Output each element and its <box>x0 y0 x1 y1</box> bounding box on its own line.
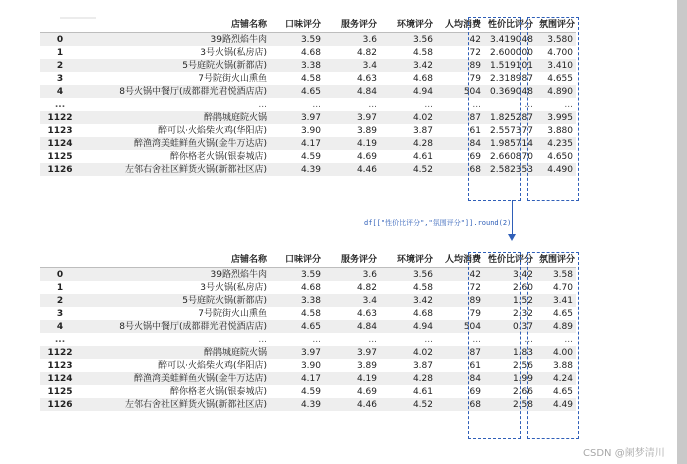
index-cell: 1123 <box>40 124 80 137</box>
avg-cell: 61 <box>436 124 484 137</box>
index-cell: 4 <box>40 320 80 333</box>
name-cell: 醉可以·火焰柴火鸡(华阳店) <box>80 359 270 372</box>
index-cell: 3 <box>40 72 80 85</box>
table-row <box>40 59 576 72</box>
mood-cell: 4.655 <box>536 72 576 85</box>
value-cell: 2.318987 <box>484 72 536 85</box>
name-cell: 醉你格老火锅(银泰城店) <box>80 385 270 398</box>
env-cell: 4.61 <box>380 150 436 163</box>
table-row <box>40 398 576 411</box>
index-cell: 1124 <box>40 137 80 150</box>
service-cell: 3.97 <box>324 346 380 359</box>
value-cell: 2.582353 <box>484 163 536 176</box>
taste-cell: 4.59 <box>270 150 324 163</box>
name-cell: 醉可以·火焰柴火鸡(华阳店) <box>80 124 270 137</box>
ellipsis-row <box>40 98 576 111</box>
taste-cell: 4.65 <box>270 320 324 333</box>
index-cell: 1 <box>40 46 80 59</box>
arrow-down-icon <box>508 234 516 241</box>
name-cell: 左邻右舍社区鲜货火锅(新都社区店) <box>80 398 270 411</box>
value-cell: 2.56 <box>484 359 536 372</box>
table-row <box>40 346 576 359</box>
value-cell: 1.83 <box>484 346 536 359</box>
taste-cell: ... <box>270 98 324 111</box>
table-row <box>40 294 576 307</box>
index-cell: 4 <box>40 85 80 98</box>
value-cell: 3.42 <box>484 268 536 282</box>
env-cell: 4.28 <box>380 137 436 150</box>
service-cell: 4.84 <box>324 320 380 333</box>
index-cell: 0 <box>40 33 80 47</box>
name-cell: 5号庭院火锅(新都店) <box>80 59 270 72</box>
index-cell: 1126 <box>40 163 80 176</box>
service-cell: 4.46 <box>324 398 380 411</box>
mood-cell: 4.89 <box>536 320 576 333</box>
service-cell: 3.89 <box>324 124 380 137</box>
col-header-service: 服务评分 <box>324 252 380 268</box>
value-cell: ... <box>484 333 536 346</box>
name-cell: 3号火锅(私房店) <box>80 281 270 294</box>
env-cell: 4.94 <box>380 85 436 98</box>
avg-cell: 87 <box>436 346 484 359</box>
taste-cell: 4.39 <box>270 398 324 411</box>
value-cell: 1.52 <box>484 294 536 307</box>
table-row <box>40 163 576 176</box>
mood-cell: 4.24 <box>536 372 576 385</box>
mood-cell: 4.650 <box>536 150 576 163</box>
index-cell: 1123 <box>40 359 80 372</box>
value-cell: 2.32 <box>484 307 536 320</box>
table-row <box>40 359 576 372</box>
mood-cell: 4.70 <box>536 281 576 294</box>
taste-cell: 3.38 <box>270 59 324 72</box>
table-row <box>40 307 576 320</box>
index-cell: 1125 <box>40 385 80 398</box>
mood-cell: 4.235 <box>536 137 576 150</box>
avg-cell: 72 <box>436 281 484 294</box>
index-cell: ... <box>40 98 80 111</box>
mood-cell: 3.580 <box>536 33 576 47</box>
code-snippet: df[["性价比评分","氛围评分"]].round(2) <box>364 219 512 227</box>
service-cell: 4.63 <box>324 307 380 320</box>
name-cell: 39路烈焰牛肉 <box>80 268 270 282</box>
value-cell: 2.660870 <box>484 150 536 163</box>
col-header-mood: 氛围评分 <box>536 17 576 33</box>
service-cell: 4.69 <box>324 150 380 163</box>
avg-cell: 79 <box>436 307 484 320</box>
table-row <box>40 372 576 385</box>
index-cell: 1122 <box>40 111 80 124</box>
avg-cell: 68 <box>436 398 484 411</box>
name-cell: 左邻右舍社区鲜货火锅(新都社区店) <box>80 163 270 176</box>
name-cell: 醉渔湾美蛙鲜鱼火锅(金牛万达店) <box>80 372 270 385</box>
col-header-avg: 人均消费 <box>436 17 484 33</box>
env-cell: ... <box>380 333 436 346</box>
taste-cell: 4.58 <box>270 72 324 85</box>
mood-cell: 4.49 <box>536 398 576 411</box>
env-cell: 4.58 <box>380 46 436 59</box>
name-cell: 3号火锅(私房店) <box>80 46 270 59</box>
env-cell: 4.02 <box>380 111 436 124</box>
arrow-line <box>512 200 513 236</box>
col-header-env: 环境评分 <box>380 252 436 268</box>
taste-cell: 4.68 <box>270 46 324 59</box>
value-cell: 1.825287 <box>484 111 536 124</box>
mood-cell: 3.995 <box>536 111 576 124</box>
col-header-name: 店铺名称 <box>80 17 270 33</box>
service-cell: 4.19 <box>324 372 380 385</box>
value-cell: 3.419048 <box>484 33 536 47</box>
avg-cell: 504 <box>436 320 484 333</box>
service-cell: ... <box>324 333 380 346</box>
env-cell: 4.58 <box>380 281 436 294</box>
value-cell: 1.985714 <box>484 137 536 150</box>
service-cell: 4.63 <box>324 72 380 85</box>
mood-cell: 4.65 <box>536 307 576 320</box>
name-cell: 8号火锅中餐厅(成都群光君悦酒店店) <box>80 320 270 333</box>
mood-cell: 4.700 <box>536 46 576 59</box>
env-cell: 4.28 <box>380 372 436 385</box>
name-cell: ... <box>80 333 270 346</box>
avg-cell: 504 <box>436 85 484 98</box>
table-row <box>40 111 576 124</box>
service-cell: 4.82 <box>324 281 380 294</box>
avg-cell: 72 <box>436 46 484 59</box>
env-cell: 3.56 <box>380 268 436 282</box>
value-cell: 1.519101 <box>484 59 536 72</box>
mood-cell: 3.410 <box>536 59 576 72</box>
value-cell: 0.369048 <box>484 85 536 98</box>
service-cell: 4.19 <box>324 137 380 150</box>
index-cell: 1124 <box>40 372 80 385</box>
table-row <box>40 268 576 282</box>
avg-cell: 61 <box>436 359 484 372</box>
env-cell: ... <box>380 98 436 111</box>
avg-cell: 42 <box>436 33 484 47</box>
value-cell: 2.60 <box>484 281 536 294</box>
env-cell: 4.68 <box>380 307 436 320</box>
mood-cell: 4.490 <box>536 163 576 176</box>
index-cell: 1122 <box>40 346 80 359</box>
value-cell: 2.66 <box>484 385 536 398</box>
header-row <box>40 17 576 33</box>
col-header-avg: 人均消费 <box>436 252 484 268</box>
dataframe-before <box>40 17 576 176</box>
avg-cell: 69 <box>436 385 484 398</box>
mood-cell: 4.65 <box>536 385 576 398</box>
index-cell: 2 <box>40 294 80 307</box>
avg-cell: 89 <box>436 294 484 307</box>
env-cell: 3.42 <box>380 59 436 72</box>
taste-cell: 4.58 <box>270 307 324 320</box>
index-header <box>40 252 80 268</box>
index-cell: 0 <box>40 268 80 282</box>
name-cell: 醉鹃城庭院火锅 <box>80 346 270 359</box>
table-row <box>40 72 576 85</box>
taste-cell: ... <box>270 333 324 346</box>
env-cell: 3.42 <box>380 294 436 307</box>
watermark: CSDN @阑梦清川 <box>583 448 665 459</box>
value-cell: 1.99 <box>484 372 536 385</box>
mood-cell: 3.88 <box>536 359 576 372</box>
col-header-mood: 氛围评分 <box>536 252 576 268</box>
avg-cell: 87 <box>436 111 484 124</box>
name-cell: 醉鹃城庭院火锅 <box>80 111 270 124</box>
ellipsis-row <box>40 333 576 346</box>
mood-cell: ... <box>536 98 576 111</box>
name-cell: 醉你格老火锅(银泰城店) <box>80 150 270 163</box>
env-cell: 4.52 <box>380 163 436 176</box>
mood-cell: 3.41 <box>536 294 576 307</box>
index-cell: ... <box>40 333 80 346</box>
name-cell: 7号院街火山熏鱼 <box>80 72 270 85</box>
mood-cell: 4.00 <box>536 346 576 359</box>
taste-cell: 3.97 <box>270 111 324 124</box>
table-row <box>40 46 576 59</box>
service-cell: 3.97 <box>324 111 380 124</box>
value-cell: 2.557377 <box>484 124 536 137</box>
taste-cell: 4.59 <box>270 385 324 398</box>
mood-cell: 4.890 <box>536 85 576 98</box>
taste-cell: 3.59 <box>270 33 324 47</box>
table-row <box>40 85 576 98</box>
mood-cell: ... <box>536 333 576 346</box>
env-cell: 3.87 <box>380 124 436 137</box>
col-header-value: 性价比评分 <box>484 252 536 268</box>
taste-cell: 4.65 <box>270 85 324 98</box>
index-cell: 1126 <box>40 398 80 411</box>
taste-cell: 4.39 <box>270 163 324 176</box>
env-cell: 4.68 <box>380 72 436 85</box>
value-cell: 2.58 <box>484 398 536 411</box>
service-cell: ... <box>324 98 380 111</box>
service-cell: 4.84 <box>324 85 380 98</box>
taste-cell: 3.59 <box>270 268 324 282</box>
taste-cell: 4.17 <box>270 372 324 385</box>
service-cell: 3.4 <box>324 59 380 72</box>
right-edge-bar <box>677 0 687 464</box>
avg-cell: 42 <box>436 268 484 282</box>
env-cell: 3.56 <box>380 33 436 47</box>
avg-cell: 89 <box>436 59 484 72</box>
table-row <box>40 33 576 47</box>
name-cell: 5号庭院火锅(新都店) <box>80 294 270 307</box>
env-cell: 3.87 <box>380 359 436 372</box>
taste-cell: 3.90 <box>270 359 324 372</box>
avg-cell: 84 <box>436 137 484 150</box>
avg-cell: 84 <box>436 372 484 385</box>
taste-cell: 4.17 <box>270 137 324 150</box>
service-cell: 3.89 <box>324 359 380 372</box>
service-cell: 4.82 <box>324 46 380 59</box>
name-cell: 7号院街火山熏鱼 <box>80 307 270 320</box>
taste-cell: 3.38 <box>270 294 324 307</box>
col-header-service: 服务评分 <box>324 17 380 33</box>
index-cell: 1 <box>40 281 80 294</box>
env-cell: 4.94 <box>380 320 436 333</box>
service-cell: 4.69 <box>324 385 380 398</box>
table-row <box>40 124 576 137</box>
mood-cell: 3.880 <box>536 124 576 137</box>
avg-cell: 68 <box>436 163 484 176</box>
value-cell: 0.37 <box>484 320 536 333</box>
mood-cell: 3.58 <box>536 268 576 282</box>
header-row <box>40 252 576 268</box>
name-cell: 8号火锅中餐厅(成都群光君悦酒店店) <box>80 85 270 98</box>
table-row <box>40 137 576 150</box>
env-cell: 4.61 <box>380 385 436 398</box>
value-cell: 2.600000 <box>484 46 536 59</box>
service-cell: 4.46 <box>324 163 380 176</box>
service-cell: 3.6 <box>324 268 380 282</box>
index-header <box>40 17 80 33</box>
dataframe-after <box>40 252 576 411</box>
taste-cell: 3.90 <box>270 124 324 137</box>
col-header-name: 店铺名称 <box>80 252 270 268</box>
col-header-env: 环境评分 <box>380 17 436 33</box>
name-cell: 醉渔湾美蛙鲜鱼火锅(金牛万达店) <box>80 137 270 150</box>
service-cell: 3.6 <box>324 33 380 47</box>
table-row <box>40 150 576 163</box>
index-cell: 3 <box>40 307 80 320</box>
name-cell: ... <box>80 98 270 111</box>
avg-cell: ... <box>436 98 484 111</box>
avg-cell: ... <box>436 333 484 346</box>
table-row <box>40 320 576 333</box>
index-cell: 1125 <box>40 150 80 163</box>
service-cell: 3.4 <box>324 294 380 307</box>
taste-cell: 4.68 <box>270 281 324 294</box>
avg-cell: 79 <box>436 72 484 85</box>
table-row <box>40 385 576 398</box>
avg-cell: 69 <box>436 150 484 163</box>
table-row <box>40 281 576 294</box>
col-header-value: 性价比评分 <box>484 17 536 33</box>
value-cell: ... <box>484 98 536 111</box>
col-header-taste: 口味评分 <box>270 252 324 268</box>
env-cell: 4.02 <box>380 346 436 359</box>
index-cell: 2 <box>40 59 80 72</box>
col-header-taste: 口味评分 <box>270 17 324 33</box>
name-cell: 39路烈焰牛肉 <box>80 33 270 47</box>
taste-cell: 3.97 <box>270 346 324 359</box>
env-cell: 4.52 <box>380 398 436 411</box>
